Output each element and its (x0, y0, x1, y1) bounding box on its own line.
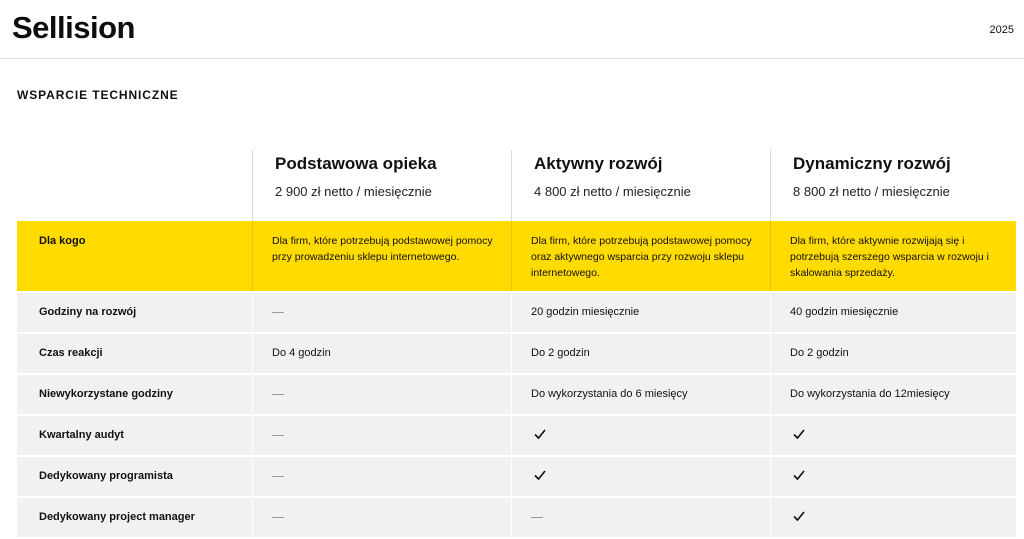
row-label: Dla kogo (39, 235, 86, 247)
plan-header-podstawowa (252, 150, 511, 221)
table-cell (252, 498, 511, 537)
table-row-dla-kogo (17, 221, 1016, 291)
cell-value: Dla firm, które potrzebują podstawowej pomocy przy prowadzeniu sklepu internetowego. (272, 235, 493, 263)
section-title: WSPARCIE TECHNICZNE (17, 88, 179, 102)
plan-name: Dynamiczny rozwój (793, 154, 951, 173)
row-label: Dedykowany project manager (39, 511, 195, 523)
plan-price: 8 800 zł netto / miesięcznie (793, 184, 950, 199)
checkmark-icon (793, 468, 805, 482)
table-cell (770, 221, 1016, 291)
row-label: Czas reakcji (39, 347, 103, 359)
table-row (17, 293, 1016, 332)
table-cell (770, 416, 1016, 455)
table-row (17, 416, 1016, 455)
table-cell (252, 416, 511, 455)
table-cell (770, 334, 1016, 373)
page-header (0, 0, 1024, 59)
table-cell (511, 293, 770, 332)
plan-price: 2 900 zł netto / miesięcznie (275, 184, 432, 199)
plan-header-aktywny (511, 150, 770, 221)
table-row (17, 334, 1016, 373)
table-cell (511, 416, 770, 455)
feature-rows (17, 293, 1016, 537)
pricing-table (17, 150, 1016, 537)
checkmark-icon (534, 468, 546, 482)
table-cell (511, 221, 770, 291)
table-cell (770, 498, 1016, 537)
cell-value: Do 2 godzin (531, 347, 590, 359)
table-cell (770, 457, 1016, 496)
table-cell (770, 293, 1016, 332)
dash-icon (531, 517, 543, 518)
cell-value: Dla firm, które potrzebują podstawowej pomocy oraz aktywnego wsparcia przy rozwoju sklepu internetowego. (531, 235, 752, 279)
plans-header-row (17, 150, 1016, 221)
dash-icon (272, 476, 284, 477)
checkmark-icon (534, 427, 546, 441)
checkmark-icon (793, 427, 805, 441)
year-label: 2025 (989, 24, 1014, 36)
dash-icon (272, 435, 284, 436)
plan-name: Podstawowa opieka (275, 154, 437, 173)
row-label: Niewykorzystane godziny (39, 388, 173, 400)
dash-icon (272, 312, 284, 313)
cell-value: Do 2 godzin (790, 347, 849, 359)
cell-value: Do wykorzystania do 6 miesięcy (531, 388, 688, 400)
table-cell (511, 334, 770, 373)
plan-price: 4 800 zł netto / miesięcznie (534, 184, 691, 199)
table-cell (511, 457, 770, 496)
cell-value: Do 4 godzin (272, 347, 331, 359)
table-cell (511, 375, 770, 414)
brand-logo[interactable]: Sellision (12, 10, 135, 45)
table-cell (252, 334, 511, 373)
table-row (17, 375, 1016, 414)
cell-value: 20 godzin miesięcznie (531, 306, 640, 318)
cell-value: 40 godzin miesięcznie (790, 306, 899, 318)
table-cell (252, 375, 511, 414)
table-row (17, 498, 1016, 537)
plan-name: Aktywny rozwój (534, 154, 663, 173)
cell-value: Do wykorzystania do 12miesięcy (790, 388, 950, 400)
table-cell (252, 457, 511, 496)
cell-value: Dla firm, które aktywnie rozwijają się i potrzebują szerszego wsparcia w rozwoju i skalowania sprzedaży. (790, 235, 990, 279)
row-label: Dedykowany programista (39, 470, 173, 482)
table-cell (511, 498, 770, 537)
row-label: Kwartalny audyt (39, 429, 124, 441)
table-cell (252, 293, 511, 332)
checkmark-icon (793, 509, 805, 523)
row-label: Godziny na rozwój (39, 306, 137, 318)
table-cell (252, 221, 511, 291)
dash-icon (272, 517, 284, 518)
table-row (17, 457, 1016, 496)
dash-icon (272, 394, 284, 395)
table-cell (770, 375, 1016, 414)
plan-header-dynamiczny (770, 150, 1016, 221)
